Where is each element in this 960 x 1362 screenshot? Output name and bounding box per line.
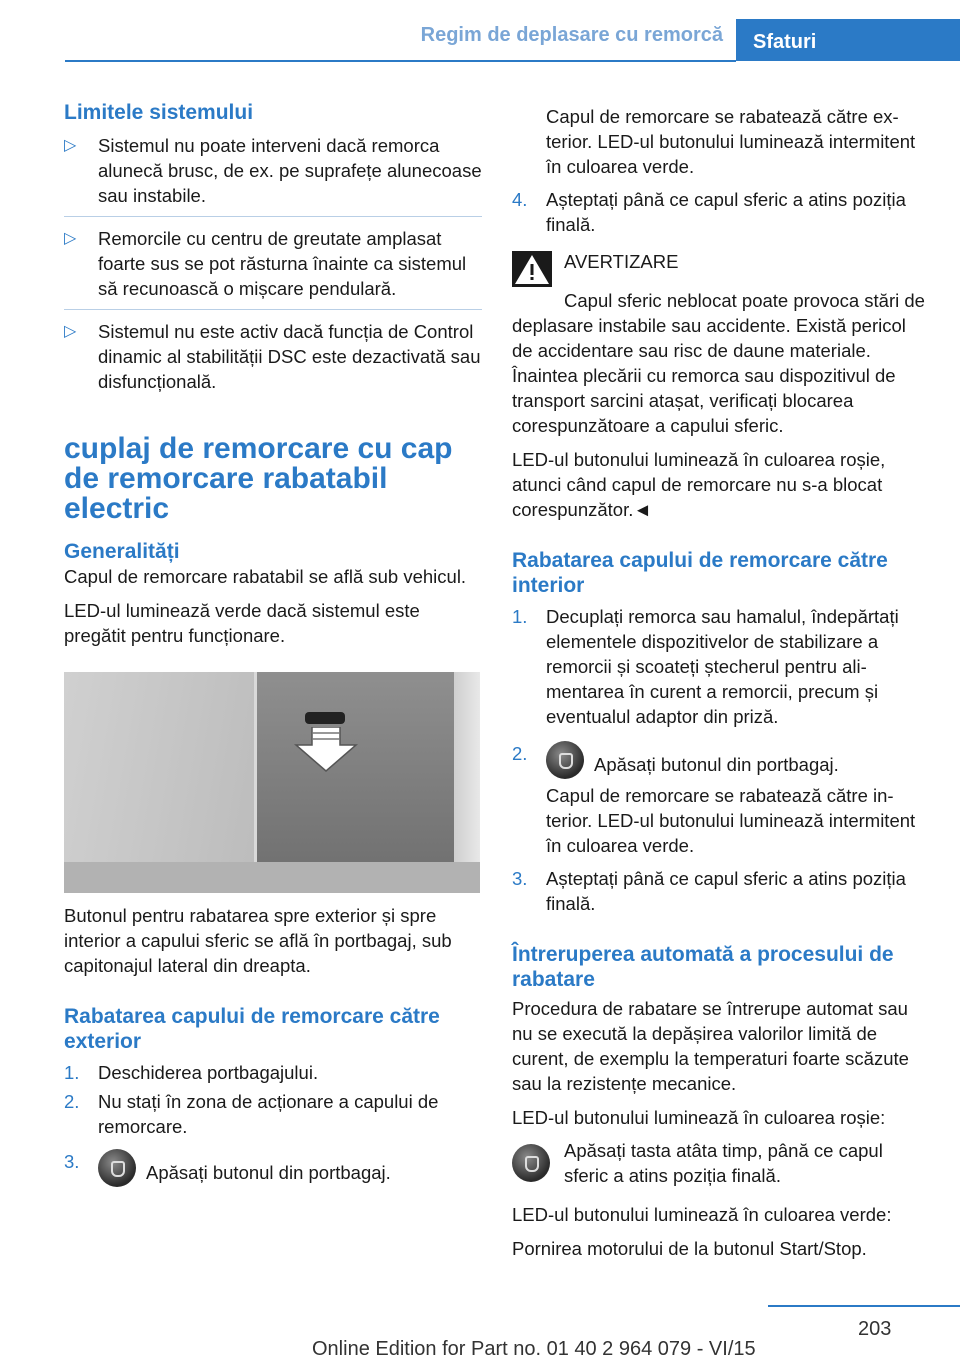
footer-rule [768, 1305, 960, 1307]
step-content [546, 741, 839, 779]
list-item [64, 319, 482, 394]
step-number: 2. [64, 1091, 80, 1112]
list-item [64, 226, 482, 301]
general-paragraph-1: Capul de remorcare rabatabil se află sub vehicul. [64, 566, 467, 587]
triangle-bullet-icon: ▷ [64, 137, 77, 154]
list-item [64, 1089, 482, 1139]
photo-panel-mid [254, 672, 454, 893]
footer-edition: Online Edition for Part no. 01 40 2 964 079 - VI/15 [312, 1338, 756, 1360]
section-title: cuplaj de remorcare cu cap de remorcare rabatabil electric [64, 432, 453, 525]
towbar-button-icon [546, 741, 584, 779]
limits-heading: Limitele sistemului [64, 101, 254, 124]
list-item-text: Remorcile cu centru de greutate amplasat foarte sus se pot răsturna înainte ca sistemul să recunoască o mișcare pendulară. [98, 228, 467, 299]
photo-button [305, 712, 345, 724]
warning-icon [512, 249, 564, 292]
divider [64, 216, 482, 217]
list-item [64, 133, 482, 208]
divider [64, 309, 482, 310]
page-header [0, 0, 960, 64]
step-text: Deschiderea portbagajului. [98, 1062, 319, 1083]
step-text: Decuplați remorca sau hamalul, îndepărtați elementele dispozitivelor de stabilizare a remorcii și scoateți ștecherul pentru alimentarea în curent a remorcii, precum și eventualul adaptor din priză. [546, 606, 899, 727]
step-number: 1. [512, 606, 528, 627]
list-item [512, 187, 926, 237]
fold-out-heading: Rabatarea capului de remorcare către exterior [64, 1005, 440, 1053]
triangle-bullet-icon: ▷ [64, 230, 77, 247]
step-text: Apăsați butonul din portbagaj. [146, 1162, 391, 1183]
right-column [512, 104, 926, 1261]
list-item [512, 741, 926, 779]
photo-caption: Butonul pentru rabatarea spre exterior și spre interior a capului sferic se află în portbagaj, sub capitonajul lateral din dreapta. [64, 905, 452, 976]
step-text: Nu stați în zona de acționare a capului de remorcare. [98, 1091, 439, 1137]
auto-paragraph-1: Procedura de rabatare se întrerupe automat sau nu se execută la depășirea valorilor limită de curent, de exemplu la temperaturi foarte scăzute sau la rezistențe mecanice. [512, 998, 909, 1094]
list-item [64, 1149, 482, 1187]
step-number: 3. [64, 1151, 80, 1172]
photo-panel-right [454, 672, 480, 893]
list-item [64, 1060, 482, 1085]
header-tab: Sfaturi [736, 19, 960, 61]
list-item [512, 604, 926, 729]
step-number: 1. [64, 1062, 80, 1083]
step-number: 3. [512, 868, 528, 889]
warning-title: AVERTIZARE [564, 251, 679, 272]
step-number: 2. [512, 743, 528, 764]
header-section-title: Regim de deplasare cu remorcă [420, 24, 723, 46]
page-number: 203 [858, 1318, 892, 1340]
list-item [512, 866, 926, 916]
step-content [98, 1149, 391, 1187]
step-text: Așteptați până ce capul sferic a atins poziția finală. [546, 868, 906, 914]
step-number: 4. [512, 189, 528, 210]
towbar-button-icon [512, 1144, 550, 1182]
photo-floor [64, 862, 480, 893]
list-item-text: Sistemul nu este activ dacă funcția de Control dinamic al stabilității DSC este dezactivată sau disfuncțională. [98, 321, 481, 392]
auto-paragraph-3: Apăsați tasta atâta timp, până ce capul sferic a atins poziția finală. [564, 1140, 883, 1186]
left-column [64, 100, 482, 1187]
step-text: Așteptați până ce capul sferic a atins poziția finală. [546, 189, 906, 235]
warning-block [512, 249, 926, 292]
general-heading: Generalități [64, 540, 180, 563]
press-button-note [512, 1138, 926, 1188]
photo-panel-left [64, 672, 254, 893]
triangle-bullet-icon: ▷ [64, 323, 77, 340]
fold-in-heading: Rabatarea capului de remorcare către interior [512, 549, 888, 597]
arrow-down-icon [294, 727, 358, 773]
step-continuation [512, 783, 926, 858]
note-icon-wrap [512, 1138, 564, 1188]
warning-text: Capul sferic neblocat poate provoca stări de deplasare instabile sau accidente. Există pericol de accidentare sau risc de daune materiale. Înaintea plecării cu remorca sau dispozitivul de transport sarcini atașat, verificați blocarea corespunzătoare a capului sferic. [512, 290, 925, 436]
auto-stop-heading: Întreruperea automată a procesului de rabatare [512, 943, 894, 991]
continued-step [512, 104, 926, 179]
auto-paragraph-2: LED-ul butonului luminează în culoarea roșie: [512, 1107, 886, 1128]
header-rule [65, 60, 736, 62]
auto-paragraph-4: LED-ul butonului luminează în culoarea verde: [512, 1204, 892, 1225]
auto-paragraph-5: Pornirea motorului de la butonul Start/Stop. [512, 1238, 867, 1259]
trunk-button-photo [64, 672, 480, 893]
continued-paragraph: Capul de remorcare se rabatează către exterior. LED-ul butonului luminează intermitent în culoarea verde. [546, 106, 916, 177]
step-after-text: Capul de remorcare se rabatează către interior. LED-ul butonului luminează intermitent în culoarea verde. [546, 785, 916, 856]
general-paragraph-2: LED-ul luminează verde dacă sistemul este pregătit pentru funcționare. [64, 600, 420, 646]
led-red-paragraph: LED-ul butonului luminează în culoarea roșie, atunci când capul de remorcare nu s-a blocat corespunzător.◄ [512, 449, 886, 520]
list-item-text: Sistemul nu poate interveni dacă remorca alunecă brusc, de ex. pe suprafețe alunecoase sau instabile. [98, 135, 482, 206]
towbar-button-icon [98, 1149, 136, 1187]
step-text: Apăsați butonul din portbagaj. [594, 754, 839, 775]
